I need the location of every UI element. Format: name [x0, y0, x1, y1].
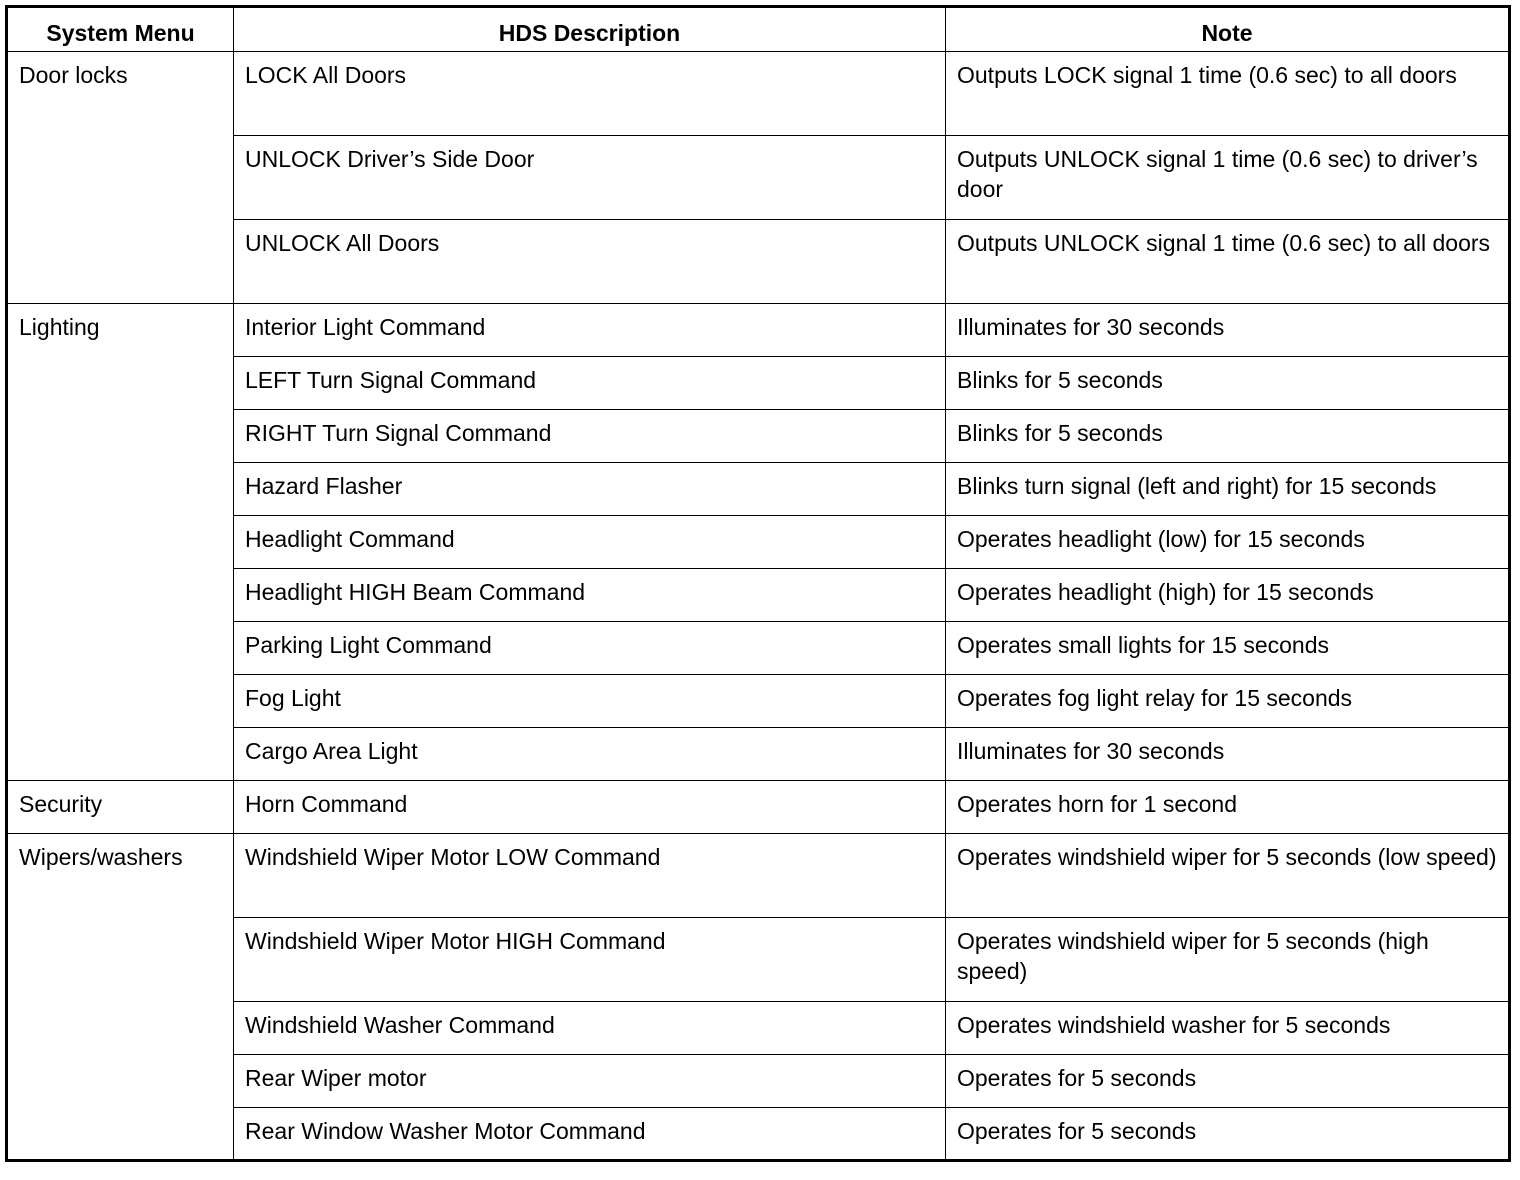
system-menu-door-locks: Door locks: [7, 52, 234, 304]
system-menu-security: Security: [7, 781, 234, 834]
header-note: Note: [946, 7, 1510, 52]
hds-description-cell: LEFT Turn Signal Command: [234, 357, 946, 410]
hds-description-cell: Interior Light Command: [234, 304, 946, 357]
note-cell: Operates small lights for 15 seconds: [946, 622, 1510, 675]
hds-description-cell: Parking Light Command: [234, 622, 946, 675]
note-cell: Blinks for 5 seconds: [946, 410, 1510, 463]
hds-description-cell: Windshield Washer Command: [234, 1002, 946, 1055]
note-cell: Outputs UNLOCK signal 1 time (0.6 sec) to all doors: [946, 220, 1510, 304]
note-cell: Illuminates for 30 seconds: [946, 728, 1510, 781]
system-menu-lighting: Lighting: [7, 304, 234, 781]
note-cell: Operates windshield wiper for 5 seconds (high speed): [946, 918, 1510, 1002]
hds-command-table: [5, 5, 1511, 1162]
note-cell: Blinks for 5 seconds: [946, 357, 1510, 410]
hds-description-cell: Windshield Wiper Motor HIGH Command: [234, 918, 946, 1002]
hds-description-cell: LOCK All Doors: [234, 52, 946, 136]
hds-description-cell: RIGHT Turn Signal Command: [234, 410, 946, 463]
hds-description-cell: Headlight HIGH Beam Command: [234, 569, 946, 622]
note-cell: Operates headlight (high) for 15 seconds: [946, 569, 1510, 622]
hds-description-cell: Windshield Wiper Motor LOW Command: [234, 834, 946, 918]
note-cell: Operates for 5 seconds: [946, 1055, 1510, 1108]
note-cell: Operates fog light relay for 15 seconds: [946, 675, 1510, 728]
hds-description-cell: Rear Window Washer Motor Command: [234, 1108, 946, 1161]
hds-description-cell: Cargo Area Light: [234, 728, 946, 781]
note-cell: Illuminates for 30 seconds: [946, 304, 1510, 357]
hds-description-cell: Horn Command: [234, 781, 946, 834]
table-row: [7, 781, 1510, 834]
hds-table-container: [5, 5, 1508, 1162]
hds-description-cell: Rear Wiper motor: [234, 1055, 946, 1108]
note-cell: Operates windshield wiper for 5 seconds (low speed): [946, 834, 1510, 918]
note-cell: Operates headlight (low) for 15 seconds: [946, 516, 1510, 569]
header-system-menu: System Menu: [7, 7, 234, 52]
note-cell: Blinks turn signal (left and right) for 15 seconds: [946, 463, 1510, 516]
table-row: [7, 834, 1510, 918]
system-menu-wipers-washers: Wipers/washers: [7, 834, 234, 1161]
note-cell: Outputs LOCK signal 1 time (0.6 sec) to all doors: [946, 52, 1510, 136]
hds-description-cell: Headlight Command: [234, 516, 946, 569]
hds-description-cell: Fog Light: [234, 675, 946, 728]
hds-description-cell: Hazard Flasher: [234, 463, 946, 516]
note-cell: Operates for 5 seconds: [946, 1108, 1510, 1161]
note-cell: Operates windshield washer for 5 seconds: [946, 1002, 1510, 1055]
header-hds-description: HDS Description: [234, 7, 946, 52]
hds-description-cell: UNLOCK Driver’s Side Door: [234, 136, 946, 220]
hds-description-cell: UNLOCK All Doors: [234, 220, 946, 304]
note-cell: Operates horn for 1 second: [946, 781, 1510, 834]
note-cell: Outputs UNLOCK signal 1 time (0.6 sec) to driver’s door: [946, 136, 1510, 220]
table-row: [7, 304, 1510, 357]
table-header-row: [7, 7, 1510, 52]
table-row: [7, 52, 1510, 136]
